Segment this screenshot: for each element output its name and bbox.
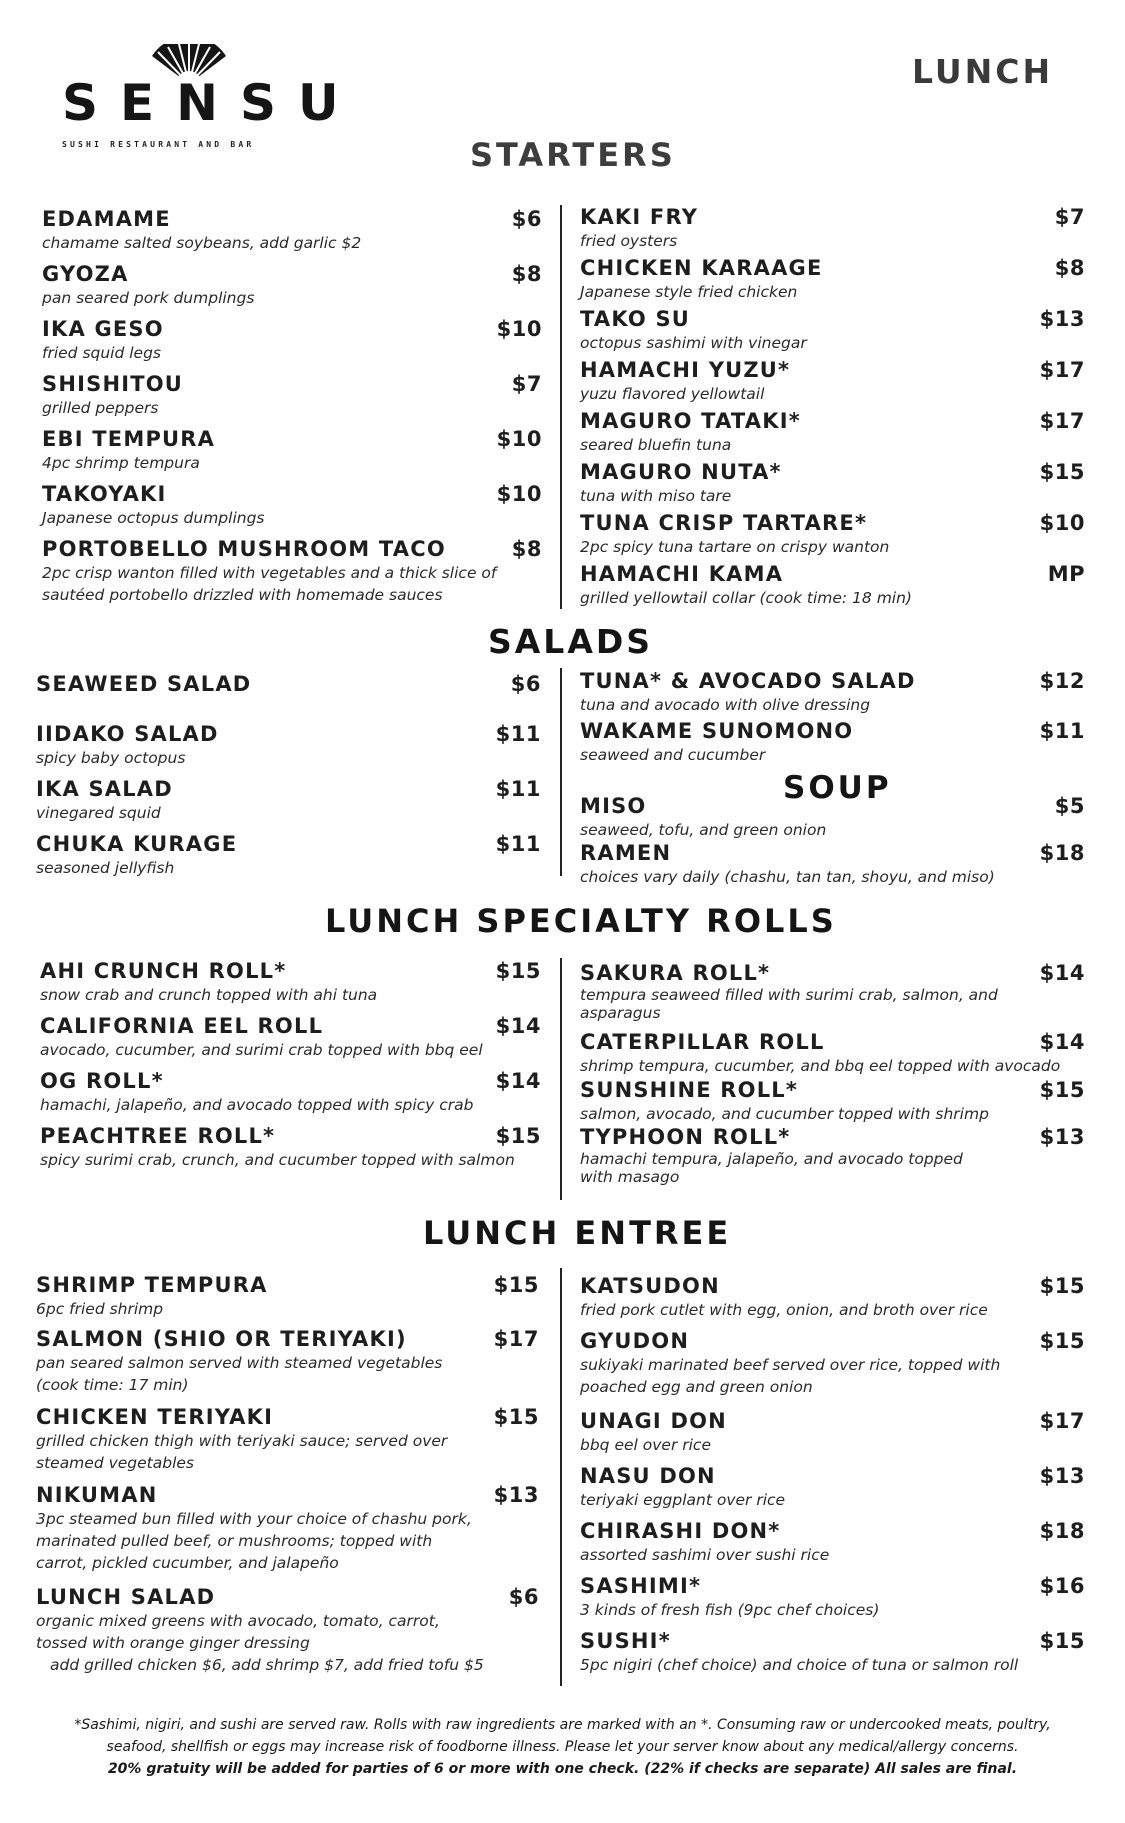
item-price: $13 xyxy=(1039,1125,1085,1149)
item-description: spicy surimi crab, crunch, and cucumber topped with salmon xyxy=(40,1151,515,1169)
item-name: KATSUDON xyxy=(580,1274,720,1298)
menu-item xyxy=(580,255,1085,306)
item-description: seared bluefin tuna xyxy=(580,436,732,454)
menu-item xyxy=(580,306,1085,357)
item-price: $6 xyxy=(511,207,542,231)
menu-item xyxy=(40,1123,541,1171)
item-price: $14 xyxy=(495,1069,541,1093)
item-name: NASU DON xyxy=(580,1464,716,1488)
item-price: $15 xyxy=(495,959,541,983)
item-description: vinegared squid xyxy=(36,804,161,822)
item-description: organic mixed greens with avocado, tomato, carrot, tossed with orange ginger dressing xyxy=(36,1612,440,1652)
menu-item xyxy=(36,831,541,879)
menu-item xyxy=(580,561,1085,609)
item-name: PORTOBELLO MUSHROOM TACO xyxy=(42,537,446,561)
item-name: SUNSHINE ROLL* xyxy=(580,1078,799,1102)
menu-item xyxy=(36,1272,539,1326)
item-price: $14 xyxy=(1039,1030,1085,1054)
menu-item xyxy=(36,1326,539,1404)
disclaimer-line: *Sashimi, nigiri, and sushi are served raw. Rolls with raw ingredients are marked with an *. Consuming raw or undercooked meats, poultry, xyxy=(74,1717,1051,1733)
menu-item xyxy=(36,721,541,776)
item-price: $15 xyxy=(1039,1078,1085,1102)
item-name: IKA SALAD xyxy=(36,777,173,801)
item-description: 4pc shrimp tempura xyxy=(42,454,200,472)
item-price: $17 xyxy=(1039,358,1085,382)
item-description: pan seared salmon served with steamed vegetables (cook time: 17 min) xyxy=(36,1354,443,1394)
menu-item xyxy=(580,1408,1085,1463)
entree-left-column xyxy=(36,1272,539,1676)
menu-item xyxy=(580,1518,1085,1573)
item-name: TAKO SU xyxy=(580,307,691,331)
item-description: spicy baby octopus xyxy=(36,749,186,767)
item-name: SASHIMI* xyxy=(580,1574,702,1598)
page-label: LUNCH xyxy=(912,52,1054,91)
item-description: tuna with miso tare xyxy=(580,487,732,505)
item-description: assorted sashimi over sushi rice xyxy=(580,1546,830,1564)
menu-item xyxy=(36,1584,539,1676)
item-price: $8 xyxy=(1054,256,1085,280)
item-description: 2pc crisp wanton filled with vegetables and a thick slice of sautéed portobello drizzled with homemade sauces xyxy=(42,564,497,604)
item-price: $15 xyxy=(493,1273,539,1297)
menu-item xyxy=(580,459,1085,510)
item-price: $11 xyxy=(495,832,541,856)
menu-item xyxy=(42,426,542,481)
item-name: TYPHOON ROLL* xyxy=(580,1125,791,1149)
starters-right-column xyxy=(580,204,1085,609)
item-description: grilled yellowtail collar (cook time: 18 min) xyxy=(580,589,912,607)
item-name: WAKAME SUNOMONO xyxy=(580,719,854,743)
entree-heading: LUNCH ENTREE xyxy=(423,1214,732,1252)
item-name: SAKURA ROLL* xyxy=(580,961,771,985)
item-description: choices vary daily (chashu, tan tan, shoyu, and miso) xyxy=(580,868,995,886)
logo-tagline: SUSHI RESTAURANT AND BAR xyxy=(62,140,255,149)
item-name: PEACHTREE ROLL* xyxy=(40,1124,276,1148)
item-description: 3pc steamed bun filled with your choice of chashu pork, marinated pulled beef, or mushrooms; topped with carrot, pickled cucumber, and jalapeño xyxy=(36,1510,472,1572)
item-price: $10 xyxy=(496,317,542,341)
item-description: tempura seaweed filled with surimi crab, salmon, and asparagus xyxy=(580,986,998,1022)
item-price: $15 xyxy=(1039,460,1085,484)
item-name: CATERPILLAR ROLL xyxy=(580,1030,825,1054)
item-name: SHRIMP TEMPURA xyxy=(36,1273,268,1297)
item-name: EDAMAME xyxy=(42,207,171,231)
item-price: $10 xyxy=(1039,511,1085,535)
item-price: $16 xyxy=(1039,1574,1085,1598)
item-description: 5pc nigiri (chef choice) and choice of tuna or salmon roll xyxy=(580,1656,1019,1674)
item-price: $6 xyxy=(510,672,541,696)
item-price: $15 xyxy=(1039,1329,1085,1353)
item-name: RAMEN xyxy=(580,841,672,865)
item-description: hamachi tempura, jalapeño, and avocado topped with masago xyxy=(580,1150,963,1186)
item-name: TUNA CRISP TARTARE* xyxy=(580,511,868,535)
item-price: $8 xyxy=(511,262,542,286)
item-price: $11 xyxy=(495,722,541,746)
starters-heading: STARTERS xyxy=(470,136,676,174)
footer-disclaimer xyxy=(40,1714,1085,1780)
item-name: MAGURO NUTA* xyxy=(580,460,782,484)
item-description: 6pc fried shrimp xyxy=(36,1300,164,1318)
soup-heading: SOUP xyxy=(783,770,892,806)
item-name: LUNCH SALAD xyxy=(36,1585,216,1609)
item-name: HAMACHI KAMA xyxy=(580,562,784,586)
item-price: MP xyxy=(1047,562,1085,586)
starters-divider xyxy=(560,205,562,609)
item-description: 2pc spicy tuna tartare on crispy wanton xyxy=(580,538,890,556)
menu-item xyxy=(580,1124,1085,1186)
menu-item xyxy=(580,840,1085,888)
menu-item xyxy=(580,1463,1085,1518)
item-price: $8 xyxy=(511,537,542,561)
menu-item xyxy=(580,668,1085,718)
menu-item xyxy=(580,1077,1085,1124)
item-name: OG ROLL* xyxy=(40,1069,164,1093)
item-name: SUSHI* xyxy=(580,1629,671,1653)
item-description: grilled chicken thigh with teriyaki sauce; served over steamed vegetables xyxy=(36,1432,448,1472)
item-name: SHISHITOU xyxy=(42,372,184,396)
item-price: $15 xyxy=(495,1124,541,1148)
item-description: snow crab and crunch topped with ahi tuna xyxy=(40,986,378,1004)
menu-item xyxy=(580,1573,1085,1628)
item-description: yuzu flavored yellowtail xyxy=(580,385,765,403)
item-price: $7 xyxy=(1054,205,1085,229)
item-name: AHI CRUNCH ROLL* xyxy=(40,959,287,983)
item-description: fried oysters xyxy=(580,232,678,250)
salads-divider xyxy=(560,668,562,876)
item-name: KAKI FRY xyxy=(580,205,699,229)
entree-divider xyxy=(560,1268,562,1686)
menu-item xyxy=(42,536,542,606)
menu-item xyxy=(42,206,542,261)
item-name: SEAWEED SALAD xyxy=(36,672,252,696)
salads-right-column xyxy=(580,668,1085,766)
menu-item xyxy=(42,371,542,426)
item-price: $6 xyxy=(508,1585,539,1609)
rolls-divider xyxy=(560,958,562,1200)
item-name: MISO xyxy=(580,794,647,818)
item-description: fried pork cutlet with egg, onion, and broth over rice xyxy=(580,1301,988,1319)
item-name: IKA GESO xyxy=(42,317,164,341)
menu-item xyxy=(36,1482,539,1584)
item-name: CALIFORNIA EEL ROLL xyxy=(40,1014,324,1038)
item-price: $11 xyxy=(495,777,541,801)
menu-item xyxy=(580,793,1085,840)
item-name: NIKUMAN xyxy=(36,1483,158,1507)
menu-item xyxy=(580,357,1085,408)
rolls-heading: LUNCH SPECIALTY ROLLS xyxy=(325,902,837,940)
rolls-right-column xyxy=(580,960,1085,1186)
item-name: TAKOYAKI xyxy=(42,482,167,506)
item-name: MAGURO TATAKI* xyxy=(580,409,801,433)
menu-item xyxy=(580,1328,1085,1408)
item-price: $14 xyxy=(495,1014,541,1038)
item-description: bbq eel over rice xyxy=(580,1436,711,1454)
item-name: GYOZA xyxy=(42,262,129,286)
item-price: $17 xyxy=(1039,409,1085,433)
item-name: CHICKEN TERIYAKI xyxy=(36,1405,274,1429)
item-name: CHIRASHI DON* xyxy=(580,1519,781,1543)
item-name: UNAGI DON xyxy=(580,1409,727,1433)
item-description: salmon, avocado, and cucumber topped with shrimp xyxy=(580,1105,989,1123)
item-price: $13 xyxy=(493,1483,539,1507)
item-description: Japanese octopus dumplings xyxy=(42,509,265,527)
item-price: $7 xyxy=(511,372,542,396)
item-description: tuna and avocado with olive dressing xyxy=(580,696,871,714)
item-price: $5 xyxy=(1054,794,1085,818)
restaurant-logo xyxy=(62,44,361,149)
rolls-left-column xyxy=(40,958,541,1171)
menu-item xyxy=(580,718,1085,766)
menu-item xyxy=(580,204,1085,255)
item-name: IIDAKO SALAD xyxy=(36,722,219,746)
item-price: $10 xyxy=(496,482,542,506)
item-description: seasoned jellyfish xyxy=(36,859,175,877)
item-description: octopus sashimi with vinegar xyxy=(580,334,807,352)
salads-heading: SALADS xyxy=(488,622,654,661)
menu-item xyxy=(42,316,542,371)
menu-item xyxy=(36,1404,539,1482)
menu-item xyxy=(40,958,541,1013)
menu-item xyxy=(580,1273,1085,1328)
item-price: $18 xyxy=(1039,841,1085,865)
item-description: seaweed and cucumber xyxy=(580,746,766,764)
item-description: avocado, cucumber, and surimi crab topped with bbq eel xyxy=(40,1041,483,1059)
item-description: teriyaki eggplant over rice xyxy=(580,1491,786,1509)
item-price: $15 xyxy=(1039,1629,1085,1653)
item-name: HAMACHI YUZU* xyxy=(580,358,791,382)
item-price: $17 xyxy=(1039,1409,1085,1433)
item-description: grilled peppers xyxy=(42,399,159,417)
item-price: $17 xyxy=(493,1327,539,1351)
starters-left-column xyxy=(42,206,542,606)
item-price: $15 xyxy=(1039,1274,1085,1298)
item-price: $15 xyxy=(493,1405,539,1429)
menu-item xyxy=(580,960,1085,1029)
item-price: $10 xyxy=(496,427,542,451)
menu-item xyxy=(42,261,542,316)
item-price: $18 xyxy=(1039,1519,1085,1543)
item-addons: add grilled chicken $6, add shrimp $7, add fried tofu $5 xyxy=(50,1656,484,1674)
salads-left-column xyxy=(36,671,541,879)
item-description: hamachi, jalapeño, and avocado topped with spicy crab xyxy=(40,1096,474,1114)
item-price: $13 xyxy=(1039,307,1085,331)
item-description: fried squid legs xyxy=(42,344,162,362)
gratuity-notice: 20% gratuity will be added for parties of 6 or more with one check. (22% if checks are separate) All sales are final. xyxy=(107,1761,1018,1777)
logo-wordmark: SENSU xyxy=(62,74,361,132)
item-name: TUNA* & AVOCADO SALAD xyxy=(580,669,916,693)
soup-column xyxy=(580,793,1085,888)
item-description: Japanese style fried chicken xyxy=(580,283,798,301)
item-name: EBI TEMPURA xyxy=(42,427,216,451)
item-description: pan seared pork dumplings xyxy=(42,289,255,307)
menu-item xyxy=(40,1013,541,1068)
menu-item xyxy=(36,671,541,721)
menu-item xyxy=(580,408,1085,459)
disclaimer-line: seafood, shellfish or eggs may increase risk of foodborne illness. Please let your server know about any medical/allergy concerns. xyxy=(106,1739,1019,1755)
item-name: CHUKA KURAGE xyxy=(36,832,238,856)
menu-item xyxy=(42,481,542,536)
item-description: chamame salted soybeans, add garlic $2 xyxy=(42,234,362,252)
item-price: $14 xyxy=(1039,961,1085,985)
menu-item xyxy=(580,510,1085,561)
item-price: $12 xyxy=(1039,669,1085,693)
item-description: shrimp tempura, cucumber, and bbq eel topped with avocado xyxy=(580,1057,1061,1075)
item-price: $13 xyxy=(1039,1464,1085,1488)
item-description: seaweed, tofu, and green onion xyxy=(580,821,827,839)
item-description: sukiyaki marinated beef served over rice, topped with poached egg and green onion xyxy=(580,1356,1001,1396)
menu-item xyxy=(40,1068,541,1123)
menu-item xyxy=(36,776,541,831)
menu-item xyxy=(580,1628,1085,1676)
entree-right-column xyxy=(580,1273,1085,1676)
item-price: $11 xyxy=(1039,719,1085,743)
item-name: SALMON (SHIO OR TERIYAKI) xyxy=(36,1327,407,1351)
item-description: 3 kinds of fresh fish (9pc chef choices) xyxy=(580,1601,880,1619)
item-name: CHICKEN KARAAGE xyxy=(580,256,823,280)
item-name: GYUDON xyxy=(580,1329,690,1353)
menu-item xyxy=(580,1029,1085,1077)
